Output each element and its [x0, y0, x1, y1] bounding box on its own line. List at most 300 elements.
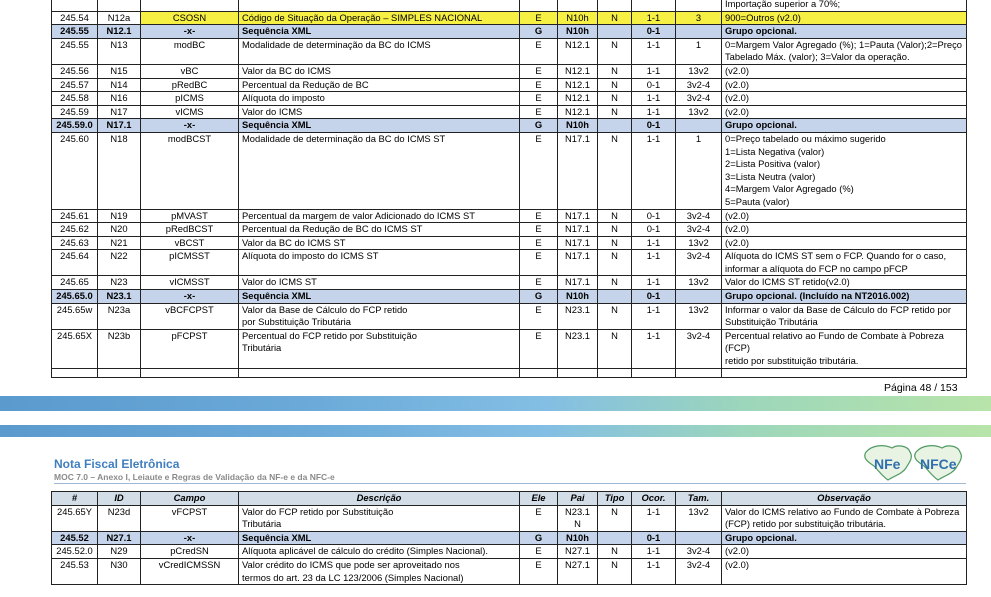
table-row [52, 209, 967, 223]
group-row [52, 25, 967, 39]
observation-line: Grupo opcional. (Incluído na NT2016.002) [725, 290, 910, 302]
table-row [52, 92, 967, 106]
field-description-cell [239, 25, 520, 39]
element-type-cell: E [520, 236, 558, 250]
parent-id-cell [558, 0, 598, 11]
table-row [52, 64, 967, 78]
size-cell: 3v2-4 [676, 329, 722, 368]
column-header: Descrição [239, 492, 520, 506]
observation-line: (v2.0) [725, 64, 749, 76]
element-type-cell: G [520, 531, 558, 545]
observation-cell [722, 209, 967, 223]
field-id-cell: N12.1 [98, 25, 141, 39]
field-name-cell: pCredSN [141, 545, 239, 559]
field-description-line: por Substituição Tributária [242, 316, 351, 328]
field-description-line: Valor da BC do ICMS ST [242, 236, 346, 248]
field-id-cell: N21 [98, 236, 141, 250]
table-row [52, 236, 967, 250]
size-cell: 13v2 [676, 236, 722, 250]
occurrence-cell: 1-1 [632, 64, 676, 78]
field-id-cell: N23 [98, 276, 141, 290]
element-type-cell [520, 368, 558, 377]
field-description-cell [239, 290, 520, 304]
element-type-cell: E [520, 38, 558, 64]
data-type-cell: N [598, 78, 632, 92]
field-description-line: Sequência XML [242, 531, 312, 543]
field-id-cell [98, 368, 141, 377]
observation-cell [722, 329, 967, 368]
row-number-cell: 245.54 [52, 11, 98, 25]
brazil-map-icon [858, 442, 966, 482]
size-cell [676, 531, 722, 545]
field-name-cell: -x- [141, 25, 239, 39]
field-id-cell: N27.1 [98, 531, 141, 545]
table-row [52, 105, 967, 119]
occurrence-cell: 1-1 [632, 329, 676, 368]
observation-line: 4=Margem Valor Agregado (%) [725, 183, 854, 195]
field-description-cell [239, 531, 520, 545]
field-table-page-48 [51, 0, 967, 378]
field-description-cell [239, 329, 520, 368]
table-row [52, 505, 967, 531]
field-name-cell: pICMS [141, 92, 239, 106]
parent-id-cell: N12.1 [558, 92, 598, 106]
table-row [52, 558, 967, 584]
data-type-cell: N [598, 236, 632, 250]
element-type-cell: E [520, 64, 558, 78]
observation-line: Grupo opcional. [725, 531, 797, 543]
occurrence-cell: 0-1 [632, 78, 676, 92]
table-row [52, 0, 967, 11]
field-description-cell [239, 223, 520, 237]
data-type-cell [598, 531, 632, 545]
field-description-line: Tributária [242, 342, 282, 354]
page-number: Página 48 / 153 [884, 382, 958, 394]
occurrence-cell: 0-1 [632, 531, 676, 545]
occurrence-cell: 1-1 [632, 276, 676, 290]
column-header: Ele [520, 492, 558, 506]
parent-id-cell: N27.1 [558, 558, 598, 584]
field-name-cell: pICMSST [141, 250, 239, 276]
size-cell: 13v2 [676, 505, 722, 531]
observation-line: Valor do ICMS relativo ao Fundo de Combate à Pobreza [725, 505, 960, 517]
field-id-cell: N20 [98, 223, 141, 237]
observation-line: (v2.0) [725, 105, 749, 117]
size-cell: 13v2 [676, 303, 722, 329]
field-description-line: Sequência XML [242, 290, 312, 302]
data-type-cell [598, 119, 632, 133]
field-name-cell: CSOSN [141, 11, 239, 25]
observation-cell [722, 250, 967, 276]
observation-cell [722, 236, 967, 250]
field-description-line: Modalidade de determinação da BC do ICMS ST [242, 132, 446, 144]
observation-cell [722, 132, 967, 209]
field-name-cell: vICMS [141, 105, 239, 119]
field-description-line: Percentual da Redução de BC do ICMS ST [242, 223, 423, 235]
observation-line: Tabelado Máx. (valor); 3=Valor da operação. [725, 51, 910, 63]
data-type-cell: N [598, 505, 632, 531]
element-type-cell: G [520, 25, 558, 39]
element-type-cell [520, 0, 558, 11]
field-id-cell: N30 [98, 558, 141, 584]
field-name-cell: pFCPST [141, 329, 239, 368]
field-description-cell [239, 545, 520, 559]
field-description-line: Valor da Base de Cálculo do FCP retido [242, 303, 408, 315]
data-type-cell: N [598, 250, 632, 276]
observation-cell [722, 368, 967, 377]
observation-cell [722, 558, 967, 584]
element-type-cell: E [520, 223, 558, 237]
observation-line: (v2.0) [725, 92, 749, 104]
parent-id-cell: N23.1 [558, 329, 598, 368]
field-description-cell [239, 209, 520, 223]
observation-cell [722, 11, 967, 25]
data-type-cell: N [598, 11, 632, 25]
field-name-cell: -x- [141, 119, 239, 133]
field-id-cell: N29 [98, 545, 141, 559]
observation-line: 0=Margem Valor Agregado (%); 1=Pauta (Valor);2=Preço [725, 38, 963, 50]
observation-line: Grupo opcional. [725, 119, 797, 131]
observation-cell [722, 0, 967, 11]
table-row [52, 132, 967, 209]
parent-id-cell [558, 368, 598, 377]
row-number-cell: 245.63 [52, 236, 98, 250]
row-number-cell: 245.53 [52, 558, 98, 584]
element-type-cell: E [520, 132, 558, 209]
field-id-cell: N22 [98, 250, 141, 276]
field-name-cell: vICMSST [141, 276, 239, 290]
field-description-line: Valor do ICMS [242, 105, 303, 117]
field-description-cell [239, 236, 520, 250]
field-description-line: Alíquota aplicável de cálculo do crédito (Simples Nacional). [242, 545, 488, 557]
element-type-cell: E [520, 505, 558, 531]
field-id-cell: N13 [98, 38, 141, 64]
size-cell: 3 [676, 11, 722, 25]
column-header: Campo [141, 492, 239, 506]
observation-cell [722, 505, 967, 531]
document-title: Nota Fiscal Eletrônica [54, 457, 180, 471]
parent-id-cell: N10h [558, 290, 598, 304]
occurrence-cell: 0-1 [632, 119, 676, 133]
element-type-cell: G [520, 119, 558, 133]
observation-line: (v2.0) [725, 545, 749, 557]
data-type-cell: N [598, 132, 632, 209]
observation-line: 5=Pauta (valor) [725, 195, 790, 207]
field-description-cell [239, 11, 520, 25]
observation-cell [722, 303, 967, 329]
element-type-cell: E [520, 329, 558, 368]
field-name-cell: vCredICMSSN [141, 558, 239, 584]
row-number-cell: 245.65 [52, 276, 98, 290]
occurrence-cell: 0-1 [632, 25, 676, 39]
field-description-line: Percentual do FCP retido por Substituição [242, 329, 417, 341]
field-id-cell: N23a [98, 303, 141, 329]
row-number-cell: 245.65w [52, 303, 98, 329]
observation-line: 2=Lista Positiva (valor) [725, 158, 821, 170]
row-number-cell: 245.52 [52, 531, 98, 545]
field-description-line: Valor do FCP retido por Substituição [242, 505, 394, 517]
observation-line: Substituição Tributária [725, 316, 818, 328]
observation-cell [722, 78, 967, 92]
data-type-cell: N [598, 329, 632, 368]
field-table-page-49 [51, 491, 967, 585]
field-name-cell: modBCST [141, 132, 239, 209]
observation-line: (v2.0) [725, 209, 749, 221]
size-cell: 3v2-4 [676, 223, 722, 237]
observation-line: Valor do ICMS ST retido(v2.0) [725, 276, 850, 288]
field-description-cell [239, 38, 520, 64]
field-name-cell: modBC [141, 38, 239, 64]
row-number-cell: 245.62 [52, 223, 98, 237]
parent-id-cell: N17.1 [558, 223, 598, 237]
table-row [52, 38, 967, 64]
observation-line: (FCP) retido por substituição tributária. [725, 518, 887, 530]
size-cell: 3v2-4 [676, 250, 722, 276]
observation-cell [722, 105, 967, 119]
observation-line: (v2.0) [725, 78, 749, 90]
element-type-cell: E [520, 558, 558, 584]
field-id-cell: N17.1 [98, 119, 141, 133]
element-type-cell: E [520, 11, 558, 25]
row-number-cell: 245.61 [52, 209, 98, 223]
occurrence-cell: 1-1 [632, 11, 676, 25]
table-row [52, 11, 967, 25]
field-description-cell [239, 558, 520, 584]
row-number-cell [52, 368, 98, 377]
occurrence-cell: 1-1 [632, 132, 676, 209]
field-id-cell: N23.1 [98, 290, 141, 304]
occurrence-cell: 1-1 [632, 545, 676, 559]
occurrence-cell [632, 0, 676, 11]
table-row [52, 78, 967, 92]
field-description-line: Alíquota do imposto [242, 92, 325, 104]
occurrence-cell: 1-1 [632, 38, 676, 64]
data-type-cell [598, 25, 632, 39]
nfe-nfce-logo [858, 442, 966, 482]
observation-cell [722, 92, 967, 106]
parent-id-cell: N17.1 [558, 132, 598, 209]
occurrence-cell: 0-1 [632, 223, 676, 237]
data-type-cell: N [598, 558, 632, 584]
parent-id-cell: N10h [558, 11, 598, 25]
table-row [52, 250, 967, 276]
occurrence-cell: 1-1 [632, 505, 676, 531]
size-cell: 13v2 [676, 105, 722, 119]
parent-id-cell: N12.1 [558, 78, 598, 92]
parent-id-cell: N27.1 [558, 545, 598, 559]
column-header: Tam. [676, 492, 722, 506]
element-type-cell: E [520, 92, 558, 106]
parent-id-cell: N12.1 [558, 105, 598, 119]
page-gap [0, 411, 991, 425]
data-type-cell: N [598, 92, 632, 106]
occurrence-cell [632, 368, 676, 377]
element-type-cell: E [520, 303, 558, 329]
parent-id-cell: N17.1 [558, 236, 598, 250]
group-row [52, 290, 967, 304]
table-header-row [52, 492, 967, 506]
row-number-cell: 245.64 [52, 250, 98, 276]
field-description-cell [239, 132, 520, 209]
observation-cell [722, 38, 967, 64]
table-row [52, 276, 967, 290]
observation-cell [722, 119, 967, 133]
field-description-line: Código de Situação da Operação – SIMPLES NACIONAL [242, 11, 483, 23]
data-type-cell [598, 290, 632, 304]
data-type-cell: N [598, 209, 632, 223]
field-description-cell [239, 276, 520, 290]
field-description-cell [239, 119, 520, 133]
occurrence-cell: 0-1 [632, 290, 676, 304]
parent-id-cell: N23.1 N [558, 505, 598, 531]
row-number-cell: 245.65.0 [52, 290, 98, 304]
observation-line: Grupo opcional. [725, 25, 797, 37]
observation-cell [722, 290, 967, 304]
occurrence-cell: 1-1 [632, 105, 676, 119]
field-description-line: Valor da BC do ICMS [242, 64, 331, 76]
size-cell: 3v2-4 [676, 558, 722, 584]
field-id-cell: N23b [98, 329, 141, 368]
field-description-line: Sequência XML [242, 25, 312, 37]
field-id-cell: N16 [98, 92, 141, 106]
element-type-cell: E [520, 105, 558, 119]
field-description-cell [239, 92, 520, 106]
field-id-cell: N14 [98, 78, 141, 92]
observation-line: retido por substituição tributária. [725, 355, 859, 367]
field-description-line: termos do art. 23 da LC 123/2006 (Simples Nacional) [242, 571, 464, 583]
observation-cell [722, 276, 967, 290]
row-number-cell: 245.56 [52, 64, 98, 78]
size-cell: 3v2-4 [676, 545, 722, 559]
observation-line: (v2.0) [725, 223, 749, 235]
size-cell [676, 368, 722, 377]
field-name-cell: pRedBCST [141, 223, 239, 237]
field-name-cell: vBC [141, 64, 239, 78]
parent-id-cell: N17.1 [558, 276, 598, 290]
size-cell [676, 0, 722, 11]
occurrence-cell: 1-1 [632, 250, 676, 276]
parent-id-cell: N12.1 [558, 64, 598, 78]
occurrence-cell: 1-1 [632, 558, 676, 584]
page-footer-bar [0, 396, 991, 411]
observation-cell [722, 545, 967, 559]
parent-id-cell: N23.1 [558, 303, 598, 329]
column-header: ID [98, 492, 141, 506]
field-description-line: Tributária [242, 518, 282, 530]
row-number-cell: 245.57 [52, 78, 98, 92]
observation-cell [722, 64, 967, 78]
field-description-line: Percentual da Redução de BC [242, 78, 369, 90]
field-id-cell: N19 [98, 209, 141, 223]
field-description-line: Modalidade de determinação da BC do ICMS [242, 38, 431, 50]
size-cell: 1 [676, 132, 722, 209]
observation-line: 3=Lista Neutra (valor) [725, 170, 816, 182]
size-cell [676, 25, 722, 39]
field-description-cell [239, 78, 520, 92]
field-id-cell: N15 [98, 64, 141, 78]
table-row [52, 329, 967, 368]
field-name-cell: pMVAST [141, 209, 239, 223]
field-id-cell: N12a [98, 11, 141, 25]
data-type-cell: N [598, 223, 632, 237]
parent-id-cell: N10h [558, 25, 598, 39]
field-id-cell [98, 0, 141, 11]
occurrence-cell: 0-1 [632, 209, 676, 223]
field-name-cell: pRedBC [141, 78, 239, 92]
column-header: # [52, 492, 98, 506]
observation-line: Importação superior a 70%; [725, 0, 841, 9]
data-type-cell [598, 368, 632, 377]
document-subtitle: MOC 7.0 – Anexo I, Leiaute e Regras de Validação da NF-e e da NFC-e [54, 472, 335, 482]
nfce-logo-text: NFCe [920, 456, 957, 472]
field-description-line: Valor crédito do ICMS que pode ser aproveitado nos [242, 558, 460, 570]
size-cell: 1 [676, 38, 722, 64]
nfe-logo-text: NFe [874, 456, 901, 472]
field-description-line: Valor do ICMS ST [242, 276, 317, 288]
size-cell: 3v2-4 [676, 209, 722, 223]
table-row [52, 303, 967, 329]
row-number-cell: 245.58 [52, 92, 98, 106]
row-number-cell: 245.65X [52, 329, 98, 368]
field-description-line: Sequência XML [242, 119, 312, 131]
observation-line: 0=Preço tabelado ou máximo sugerido [725, 132, 886, 144]
observation-line: (v2.0) [725, 236, 749, 248]
field-name-cell: -x- [141, 290, 239, 304]
field-name-cell: -x- [141, 531, 239, 545]
row-number-cell: 245.60 [52, 132, 98, 209]
field-description-cell [239, 250, 520, 276]
parent-id-cell: N17.1 [558, 209, 598, 223]
element-type-cell: E [520, 545, 558, 559]
size-cell: 3v2-4 [676, 78, 722, 92]
data-type-cell: N [598, 545, 632, 559]
field-description-cell [239, 105, 520, 119]
field-description-cell [239, 64, 520, 78]
observation-cell [722, 25, 967, 39]
row-number-cell: 245.59.0 [52, 119, 98, 133]
observation-line: (v2.0) [725, 558, 749, 570]
field-name-cell [141, 0, 239, 11]
row-number-cell: 245.55 [52, 38, 98, 64]
observation-line: Informar o valor da Base de Cálculo do FCP retido por [725, 303, 951, 315]
parent-id-cell: N10h [558, 119, 598, 133]
data-type-cell: N [598, 38, 632, 64]
row-number-cell [52, 0, 98, 11]
element-type-cell: E [520, 276, 558, 290]
column-header: Ocor. [632, 492, 676, 506]
field-name-cell: vBCST [141, 236, 239, 250]
field-id-cell: N18 [98, 132, 141, 209]
field-id-cell: N17 [98, 105, 141, 119]
observation-line: informar a alíquota do FCP no campo pFCP [725, 262, 908, 274]
row-number-cell: 245.52.0 [52, 545, 98, 559]
field-name-cell: vBCFCPST [141, 303, 239, 329]
observation-line: 1=Lista Negativa (valor) [725, 145, 825, 157]
group-row [52, 119, 967, 133]
parent-id-cell: N17.1 [558, 250, 598, 276]
occurrence-cell: 1-1 [632, 303, 676, 329]
page-header-bar [0, 425, 991, 437]
header-divider [54, 483, 966, 484]
row-number-cell: 245.59 [52, 105, 98, 119]
size-cell: 3v2-4 [676, 92, 722, 106]
data-type-cell: N [598, 64, 632, 78]
row-number-cell: 245.65Y [52, 505, 98, 531]
row-number-cell: 245.55 [52, 25, 98, 39]
field-description-cell [239, 303, 520, 329]
data-type-cell: N [598, 276, 632, 290]
column-header: Pai [558, 492, 598, 506]
